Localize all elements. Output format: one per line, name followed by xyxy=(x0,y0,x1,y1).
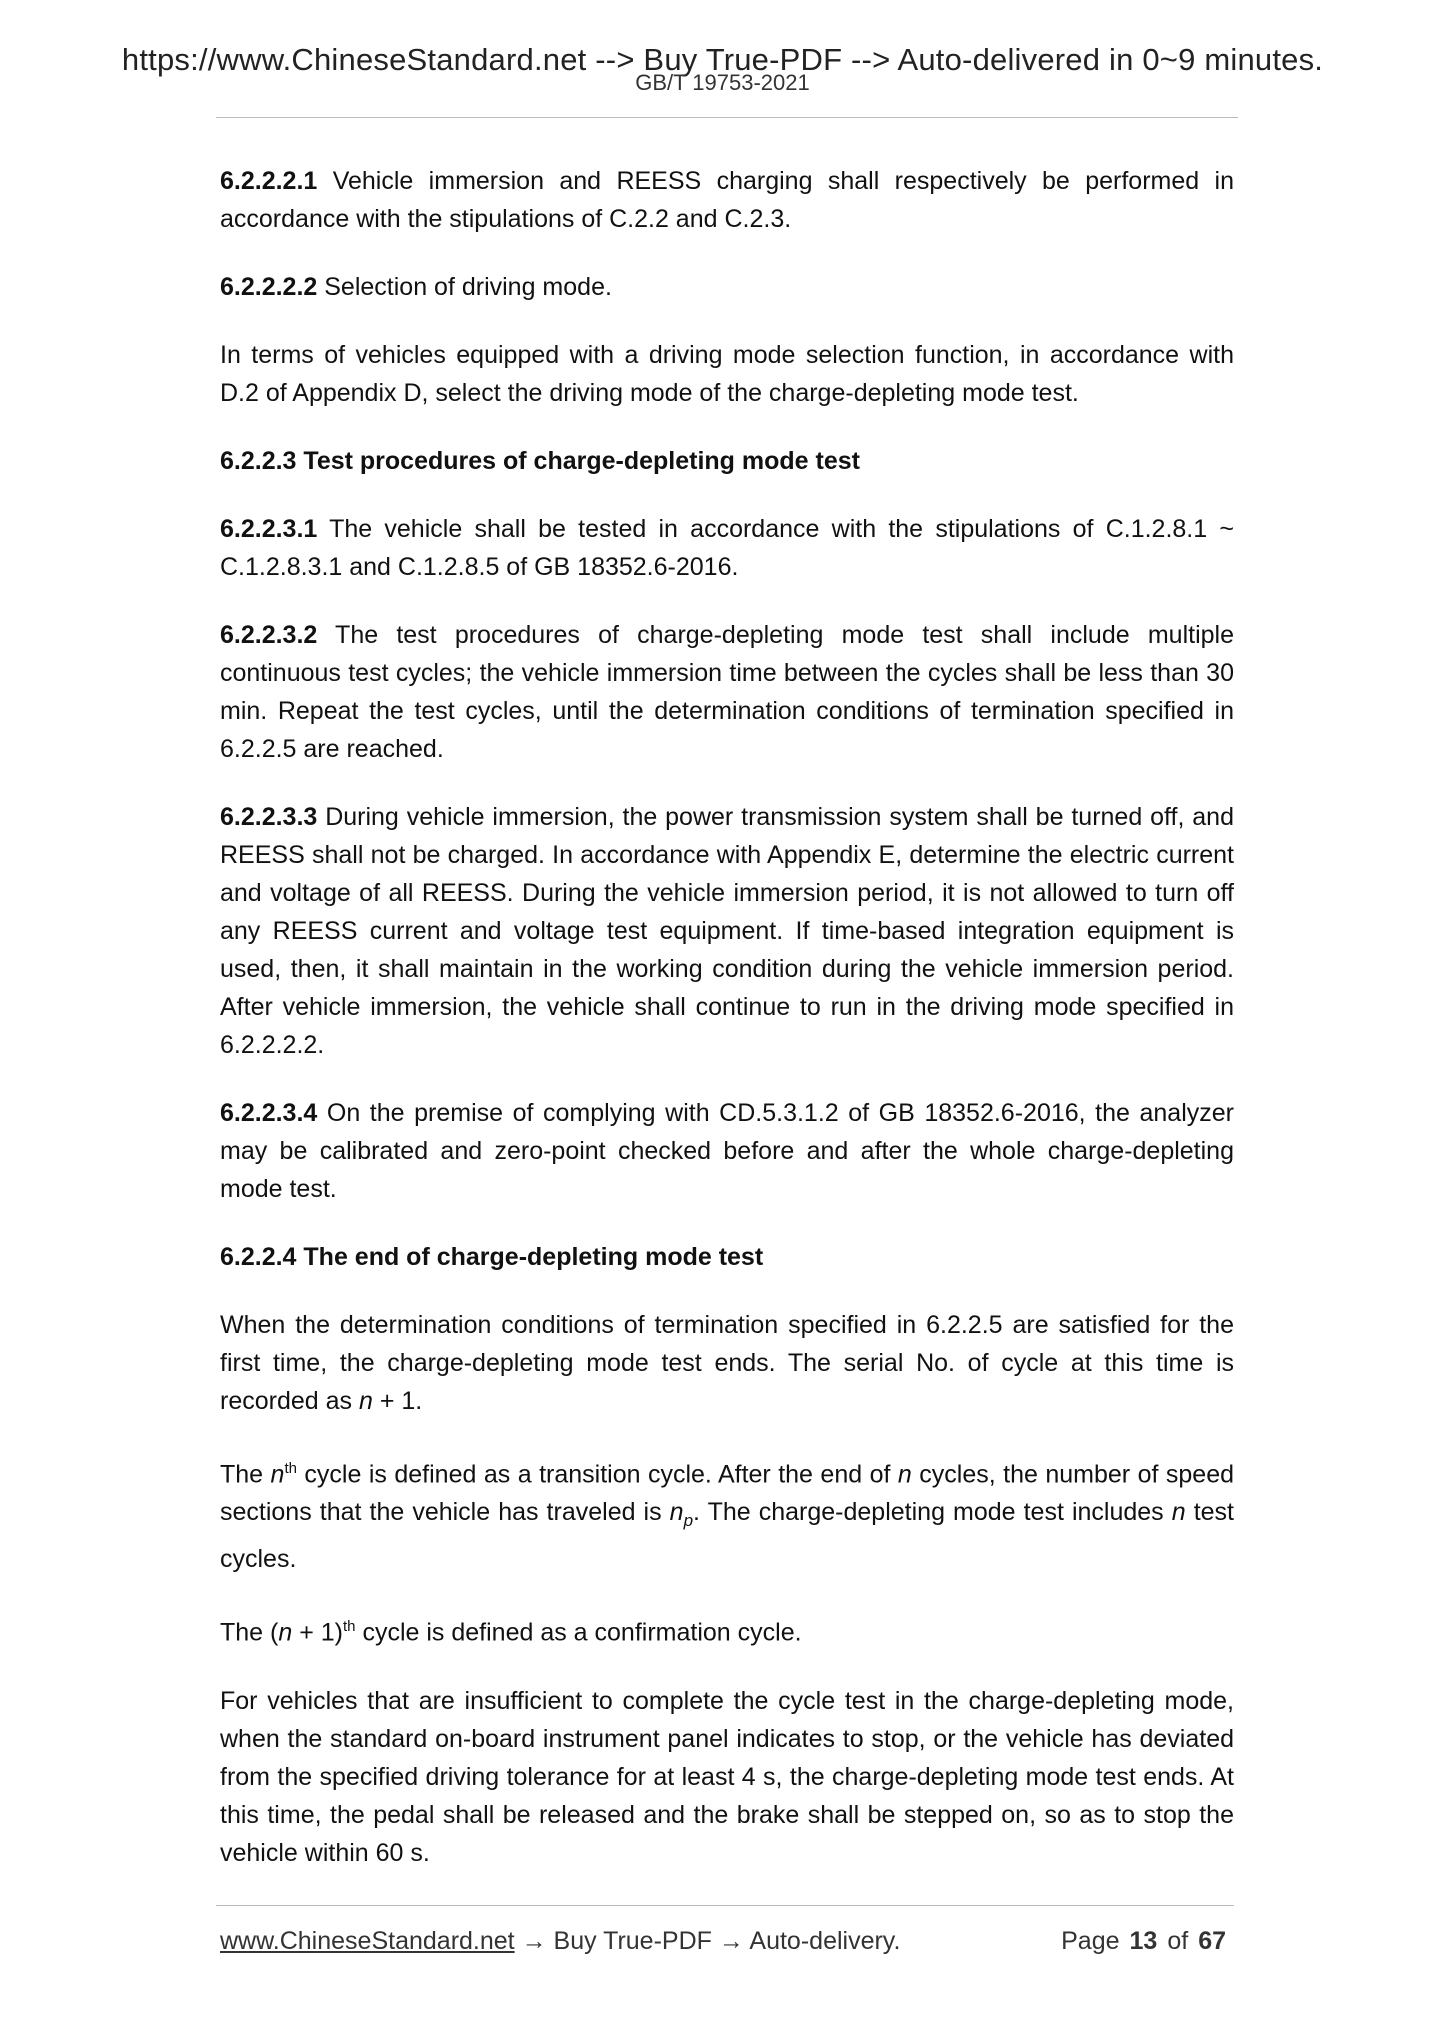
paragraph-end-of-test: When the determination conditions of termination specified in 6.2.2.5 are satisfied for the first time, the charge-depleting mode test ends. The serial No. of cycle at this time is recorded as n + 1. xyxy=(220,1311,1234,1415)
header-divider xyxy=(216,117,1238,118)
paragraph-driving-mode: In terms of vehicles equipped with a driving mode selection function, in accordance with D.2 of Appendix D, select the driving mode of the charge-depleting mode test. xyxy=(220,341,1234,407)
paragraph-insufficient-vehicles: For vehicles that are insufficient to complete the cycle test in the charge-depleting mode, when the standard on-board instrument panel indicates to stop, or the vehicle has deviated from the specified driving tolerance for at least 4 s, the charge-depleting mode test ends. At this time, the pedal shall be released and the brake shall be stepped on, so as to stop the vehicle within 60 s. xyxy=(220,1686,1234,1867)
paragraph-6-2-2-2-2: 6.2.2.2.2 Selection of driving mode. xyxy=(220,273,612,301)
page-footer: www.ChineseStandard.net → Buy True-PDF → Auto-delivery. Page 13 of 67 xyxy=(220,1927,1226,1955)
paragraph-transition-cycle: The $n^{th}$ cycle is defined as a transition cycle. After the end of n cycles, the number of speed sections that the vehicle has traveled is $n_p$. The charge-depleting mode test includes n test cycles. xyxy=(220,1460,1235,1574)
paragraph-6-2-2-3-4: 6.2.2.3.4 On the premise of complying with CD.5.3.1.2 of GB 18352.6-2016, the analyzer may be calibrated and zero-point checked before and after the whole charge-depleting mode test. xyxy=(220,1099,1234,1203)
paragraph-6-2-2-3-3: 6.2.2.3.3 During vehicle immersion, the power transmission system shall be turned off, and REESS shall not be charged. In accordance with Appendix E, determine the electric current and voltage of all REESS. During the vehicle immersion period, it is not allowed to turn off any REESS current and voltage test equipment. If time-based integration equipment is used, then, it shall maintain in the working condition during the vehicle immersion period. After vehicle immersion, the vehicle shall continue to run in the driving mode specified in 6.2.2.2.2. xyxy=(220,803,1234,1059)
arrow-icon: → xyxy=(718,1927,744,1955)
paragraph-6-2-2-3-2: 6.2.2.3.2 The test procedures of charge-depleting mode test shall include multiple continuous test cycles; the vehicle immersion time between the cycles shall be less than 30 min. Repeat the test cycles, until the determination conditions of termination specified in 6.2.2.5 are reached. xyxy=(220,621,1234,763)
document-body xyxy=(220,162,1234,1902)
paragraph-6-2-2-2-1: 6.2.2.2.1 Vehicle immersion and REESS charging shall respectively be performed in accordance with the stipulations of C.2.2 and C.2.3. xyxy=(220,167,1234,233)
footer-site-link[interactable]: www.ChineseStandard.net xyxy=(220,1927,515,1955)
standard-number: GB/T 19753-2021 xyxy=(635,70,810,95)
top-banner: https://www.ChineseStandard.net --> Buy True-PDF --> Auto-delivered in 0~9 minutes. xyxy=(121,42,1324,77)
page-indicator: Page 13 of 67 xyxy=(1061,1927,1226,1955)
arrow-icon: → xyxy=(521,1927,547,1955)
section-heading-6-2-2-4: 6.2.2.4 The end of charge-depleting mode test xyxy=(220,1243,764,1271)
paragraph-6-2-2-3-1: 6.2.2.3.1 The vehicle shall be tested in accordance with the stipulations of C.1.2.8.1 ~ C.1.2.8.3.1 and C.1.2.8.5 of GB 18352.6-2016. xyxy=(220,515,1234,581)
footer-divider xyxy=(216,1905,1234,1906)
section-heading-6-2-2-3: 6.2.2.3 Test procedures of charge-depleting mode test xyxy=(220,447,860,475)
paragraph-confirmation-cycle: The $(n + 1)^{th}$ cycle is defined as a confirmation cycle. xyxy=(220,1618,802,1647)
